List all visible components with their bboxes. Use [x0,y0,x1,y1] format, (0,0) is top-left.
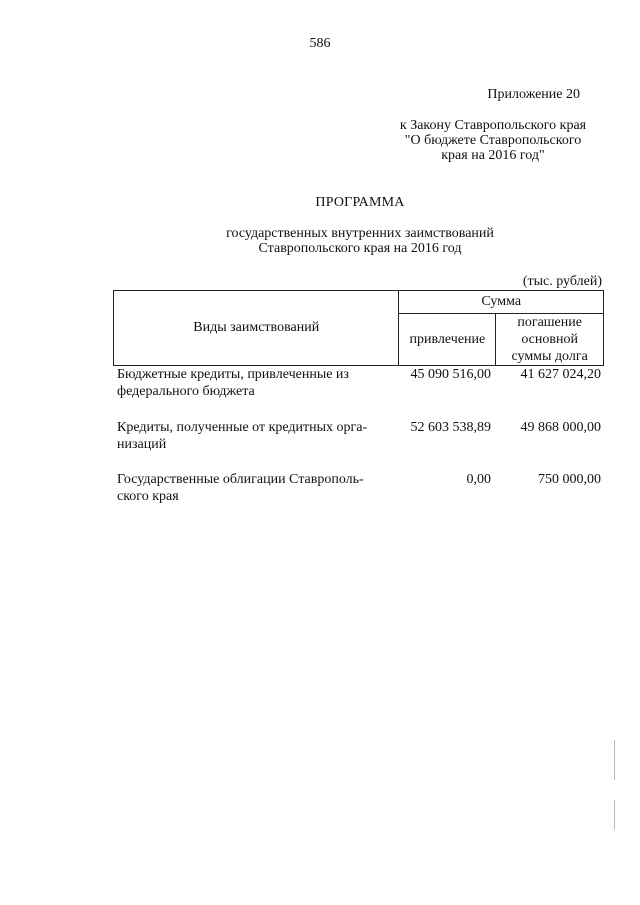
units-label: (тыс. рублей) [522,274,602,289]
header-repayment [496,314,604,366]
scan-edge-mark [614,800,615,830]
appendix-label: Приложение 20 [487,87,580,102]
row-kind-line: Бюджетные кредиты, привлеченные из [117,367,349,382]
header-repayment-line: основной [521,332,578,347]
document-title: ПРОГРАММА [315,195,405,210]
row-kind-line: Государственные облигации Ставрополь- [117,472,364,487]
scan-edge-mark [614,740,615,780]
row-repayment: 41 627 024,20 [520,367,601,382]
row-repayment: 49 868 000,00 [520,420,601,435]
row-kind-line: федерального бюджета [117,384,255,399]
law-reference-line: края на 2016 год" [441,148,545,163]
row-kind [117,419,402,453]
row-repayment: 750 000,00 [538,472,601,487]
page-number: 586 [309,36,331,51]
row-kind-line: ского края [117,489,179,504]
law-reference-line: к Закону Ставропольского края [399,118,587,133]
table-row [117,471,604,511]
row-kind [117,471,402,505]
table-row [117,419,604,459]
table-row [117,366,604,406]
borrowings-table-header [113,290,604,366]
row-kind [117,366,402,400]
law-reference [380,118,606,163]
document-subtitle [0,226,640,256]
law-reference-line: "О бюджете Ставропольского [404,133,582,148]
row-kind-line: низаций [117,437,167,452]
header-repayment-line: погашение [517,315,582,330]
header-inflow: привлечение [399,314,496,366]
row-inflow: 0,00 [466,472,491,487]
row-inflow: 45 090 516,00 [410,367,491,382]
row-inflow: 52 603 538,89 [410,420,491,435]
row-kind-line: Кредиты, полученные от кредитных орга- [117,420,368,435]
header-kind: Виды заимствований [114,291,399,366]
subtitle-line: государственных внутренних заимствований [226,226,494,241]
header-sum: Сумма [399,291,604,314]
subtitle-line: Ставропольского края на 2016 год [258,241,462,256]
header-repayment-line: суммы долга [511,349,588,364]
